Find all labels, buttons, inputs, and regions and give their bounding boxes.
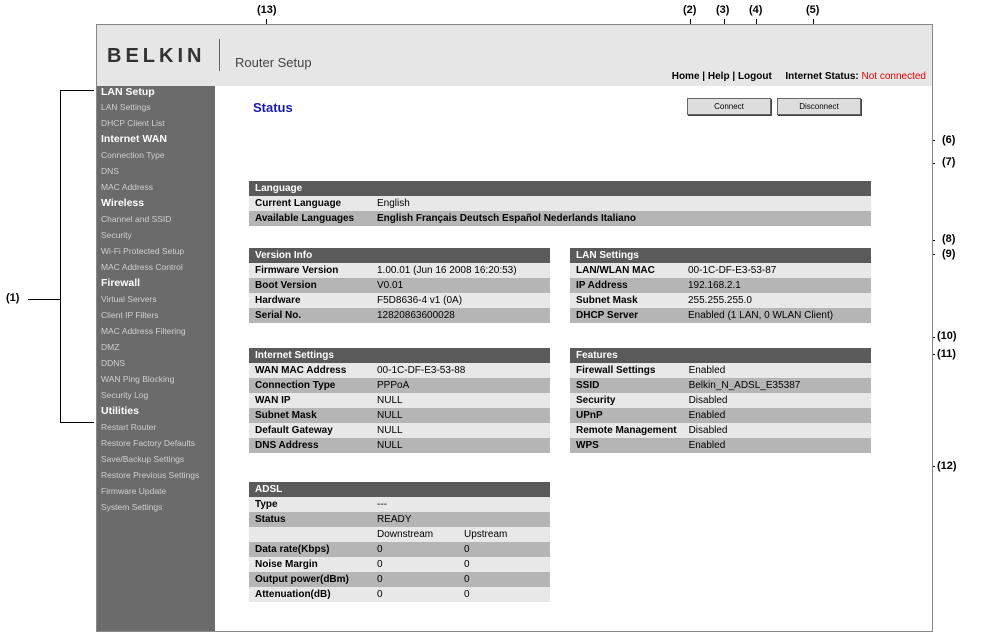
sidebar-item-mac-address-filtering[interactable]: MAC Address Filtering xyxy=(101,326,186,336)
header-bar xyxy=(97,25,932,86)
router-admin-window xyxy=(96,24,933,632)
row-value: Belkin_N_ADSL_E35387 xyxy=(683,378,871,393)
callout-8: (8) xyxy=(942,233,956,245)
row-key: Hardware xyxy=(249,293,371,308)
sidebar-section-firewall[interactable]: Firewall xyxy=(101,277,141,289)
table-header xyxy=(570,248,871,263)
top-links xyxy=(672,71,926,82)
table-row xyxy=(249,572,550,587)
row-key: WAN MAC Address xyxy=(249,363,371,378)
row-value: Enabled xyxy=(683,438,871,453)
row-key: Data rate(Kbps) xyxy=(249,542,371,557)
row-key: Firewall Settings xyxy=(570,363,683,378)
sidebar-item-connection-type[interactable]: Connection Type xyxy=(101,150,165,160)
link-separator: | xyxy=(732,71,736,82)
sidebar-item-ddns[interactable]: DDNS xyxy=(101,358,126,368)
table-row xyxy=(249,393,550,408)
table-header xyxy=(249,248,550,263)
lan-settings-title: LAN Settings xyxy=(570,248,871,263)
leader-line xyxy=(60,422,94,423)
row-value: 0 xyxy=(458,542,550,557)
row-value: F5D8636-4 v1 (0A) xyxy=(371,293,550,308)
table-row xyxy=(570,393,871,408)
column-header: Upstream xyxy=(458,527,550,542)
page-title: Status xyxy=(253,100,293,115)
sidebar-item-restart-router[interactable]: Restart Router xyxy=(101,422,157,432)
adsl-title: ADSL xyxy=(249,482,550,497)
version-info-table xyxy=(249,248,550,323)
row-value: --- xyxy=(371,497,458,512)
sidebar-item-mac-address[interactable]: MAC Address xyxy=(101,182,153,192)
version-info-title: Version Info xyxy=(249,248,550,263)
callout-13: (13) xyxy=(257,4,277,16)
row-key: Serial No. xyxy=(249,308,371,323)
row-key: Current Language xyxy=(249,196,371,211)
home-link[interactable]: Home xyxy=(671,71,700,82)
row-value: 00-1C-DF-E3-53-88 xyxy=(371,363,550,378)
sidebar-item-firmware-update[interactable]: Firmware Update xyxy=(101,486,167,496)
sidebar-item-client-ip-filters[interactable]: Client IP Filters xyxy=(101,310,159,320)
row-value: English xyxy=(371,196,871,211)
table-row xyxy=(249,293,550,308)
row-key: Output power(dBm) xyxy=(249,572,371,587)
table-row xyxy=(249,363,550,378)
table-header xyxy=(249,181,871,196)
column-header: Downstream xyxy=(371,527,458,542)
row-key: Boot Version xyxy=(249,278,371,293)
row-key: Firmware Version xyxy=(249,263,371,278)
row-value: Enabled xyxy=(683,363,871,378)
belkin-logo: BELKIN xyxy=(107,45,206,67)
row-key: SSID xyxy=(570,378,683,393)
table-row xyxy=(249,438,550,453)
row-value: 192.168.2.1 xyxy=(682,278,871,293)
sidebar-item-lan-settings[interactable]: LAN Settings xyxy=(101,102,151,112)
sidebar-section-utilities[interactable]: Utilities xyxy=(101,405,139,417)
row-key: Subnet Mask xyxy=(249,408,371,423)
callout-9: (9) xyxy=(942,248,956,260)
row-value: NULL xyxy=(371,408,550,423)
row-key: Subnet Mask xyxy=(570,293,682,308)
sidebar-item-restore-factory-defaults[interactable]: Restore Factory Defaults xyxy=(101,438,196,448)
adsl-table xyxy=(249,482,550,602)
row-key: Default Gateway xyxy=(249,423,371,438)
table-row xyxy=(249,408,550,423)
row-value: Disabled xyxy=(683,423,871,438)
table-row xyxy=(249,587,550,602)
row-value: Disabled xyxy=(683,393,871,408)
row-value xyxy=(458,497,550,512)
table-header xyxy=(249,348,550,363)
table-row xyxy=(249,557,550,572)
row-key: Connection Type xyxy=(249,378,371,393)
connect-button[interactable]: Connect xyxy=(687,98,771,115)
row-value: NULL xyxy=(371,393,550,408)
main-content xyxy=(215,86,932,631)
row-value: Enabled xyxy=(683,408,871,423)
row-key: WPS xyxy=(570,438,683,453)
sidebar-item-restore-previous-settings[interactable]: Restore Previous Settings xyxy=(101,470,200,480)
table-row xyxy=(570,438,871,453)
row-key: Attenuation(dB) xyxy=(249,587,371,602)
features-title: Features xyxy=(570,348,871,363)
table-row xyxy=(249,211,871,226)
sidebar-section-lan-setup[interactable]: LAN Setup xyxy=(101,86,155,98)
link-separator: | xyxy=(702,71,706,82)
table-row xyxy=(570,363,871,378)
callout-2: (2) xyxy=(683,4,697,16)
row-key: Remote Management xyxy=(570,423,683,438)
row-value: READY xyxy=(371,512,458,527)
row-key: UPnP xyxy=(570,408,683,423)
callout-4: (4) xyxy=(749,4,763,16)
row-key: Type xyxy=(249,497,371,512)
help-link[interactable]: Help xyxy=(707,71,730,82)
sidebar-item-mac-address-control[interactable]: MAC Address Control xyxy=(101,262,183,272)
row-value: 0 xyxy=(371,557,458,572)
sidebar-item-dhcp-client-list[interactable]: DHCP Client List xyxy=(101,118,165,128)
table-row xyxy=(249,542,550,557)
row-value: English Français Deutsch Español Nederlands Italiano xyxy=(371,211,871,226)
table-row xyxy=(249,527,550,542)
table-row xyxy=(570,408,871,423)
row-value xyxy=(458,512,550,527)
table-header xyxy=(249,482,550,497)
language-table xyxy=(249,181,871,226)
callout-11: (11) xyxy=(937,348,956,360)
callout-1: (1) xyxy=(6,292,20,304)
row-value: 0 xyxy=(371,587,458,602)
row-key: Status xyxy=(249,512,371,527)
table-row xyxy=(249,378,550,393)
table-row xyxy=(249,423,550,438)
table-row xyxy=(570,308,871,323)
row-key: Noise Margin xyxy=(249,557,371,572)
table-row xyxy=(249,263,550,278)
row-key: DHCP Server xyxy=(570,308,682,323)
row-value: V0.01 xyxy=(371,278,550,293)
table-row xyxy=(249,308,550,323)
row-key: DNS Address xyxy=(249,438,371,453)
row-key: Available Languages xyxy=(249,211,371,226)
features-table xyxy=(570,348,871,453)
sidebar-item-dmz[interactable]: DMZ xyxy=(101,342,120,352)
table-row xyxy=(570,263,871,278)
table-row xyxy=(570,378,871,393)
leader-line xyxy=(28,299,60,300)
row-value: NULL xyxy=(371,438,550,453)
sidebar-item-dns[interactable]: DNS xyxy=(101,166,119,176)
disconnect-button[interactable]: Disconnect xyxy=(777,98,861,115)
language-title: Language xyxy=(249,181,871,196)
row-value: Enabled (1 LAN, 0 WLAN Client) xyxy=(682,308,871,323)
sidebar-item-save-backup-settings[interactable]: Save/Backup Settings xyxy=(101,454,185,464)
logo-divider xyxy=(219,39,220,71)
row-key: Security xyxy=(570,393,683,408)
table-row xyxy=(570,423,871,438)
sidebar-item-system-settings[interactable]: System Settings xyxy=(101,502,163,512)
internet-settings-title: Internet Settings xyxy=(249,348,550,363)
sidebar-nav xyxy=(97,86,215,631)
lan-settings-table xyxy=(570,248,871,323)
leader-line xyxy=(60,90,94,91)
row-value: 0 xyxy=(458,572,550,587)
table-header xyxy=(570,348,871,363)
sidebar-item-security[interactable]: Security xyxy=(101,230,132,240)
internet-status-label: Internet Status: xyxy=(785,71,859,82)
table-row xyxy=(249,497,550,512)
table-row xyxy=(249,512,550,527)
row-value: 1.00.01 (Jun 16 2008 16:20:53) xyxy=(371,263,550,278)
logout-link[interactable]: Logout xyxy=(737,71,772,82)
row-key xyxy=(249,527,371,542)
sidebar-item-virtual-servers[interactable]: Virtual Servers xyxy=(101,294,157,304)
table-row xyxy=(249,196,871,211)
sidebar-section-internet-wan[interactable]: Internet WAN xyxy=(101,133,167,145)
callout-6: (6) xyxy=(942,134,956,146)
leader-line xyxy=(60,90,61,422)
table-row xyxy=(249,278,550,293)
callout-12: (12) xyxy=(937,460,957,472)
row-value: PPPoA xyxy=(371,378,550,393)
internet-settings-table xyxy=(249,348,550,453)
app-title: Router Setup xyxy=(235,55,312,70)
internet-status-value: Not connected xyxy=(861,71,926,82)
callout-3: (3) xyxy=(716,4,730,16)
table-row xyxy=(570,278,871,293)
sidebar-section-wireless[interactable]: Wireless xyxy=(101,197,145,209)
callout-7: (7) xyxy=(942,156,956,168)
row-value: 12820863600028 xyxy=(371,308,550,323)
row-value: 00-1C-DF-E3-53-87 xyxy=(682,263,871,278)
sidebar-item-wps[interactable]: Wi-Fi Protected Setup xyxy=(101,246,185,256)
row-key: LAN/WLAN MAC xyxy=(570,263,682,278)
sidebar-item-security-log[interactable]: Security Log xyxy=(101,390,149,400)
row-value: 0 xyxy=(371,542,458,557)
row-value: 0 xyxy=(371,572,458,587)
sidebar-item-wan-ping-blocking[interactable]: WAN Ping Blocking xyxy=(101,374,175,384)
table-row xyxy=(570,293,871,308)
row-value: 0 xyxy=(458,557,550,572)
row-value: NULL xyxy=(371,423,550,438)
sidebar-item-channel-ssid[interactable]: Channel and SSID xyxy=(101,214,172,224)
row-key: IP Address xyxy=(570,278,682,293)
row-value: 0 xyxy=(458,587,550,602)
row-key: WAN IP xyxy=(249,393,371,408)
callout-10: (10) xyxy=(937,330,957,342)
callout-5: (5) xyxy=(806,4,820,16)
row-value: 255.255.255.0 xyxy=(682,293,871,308)
